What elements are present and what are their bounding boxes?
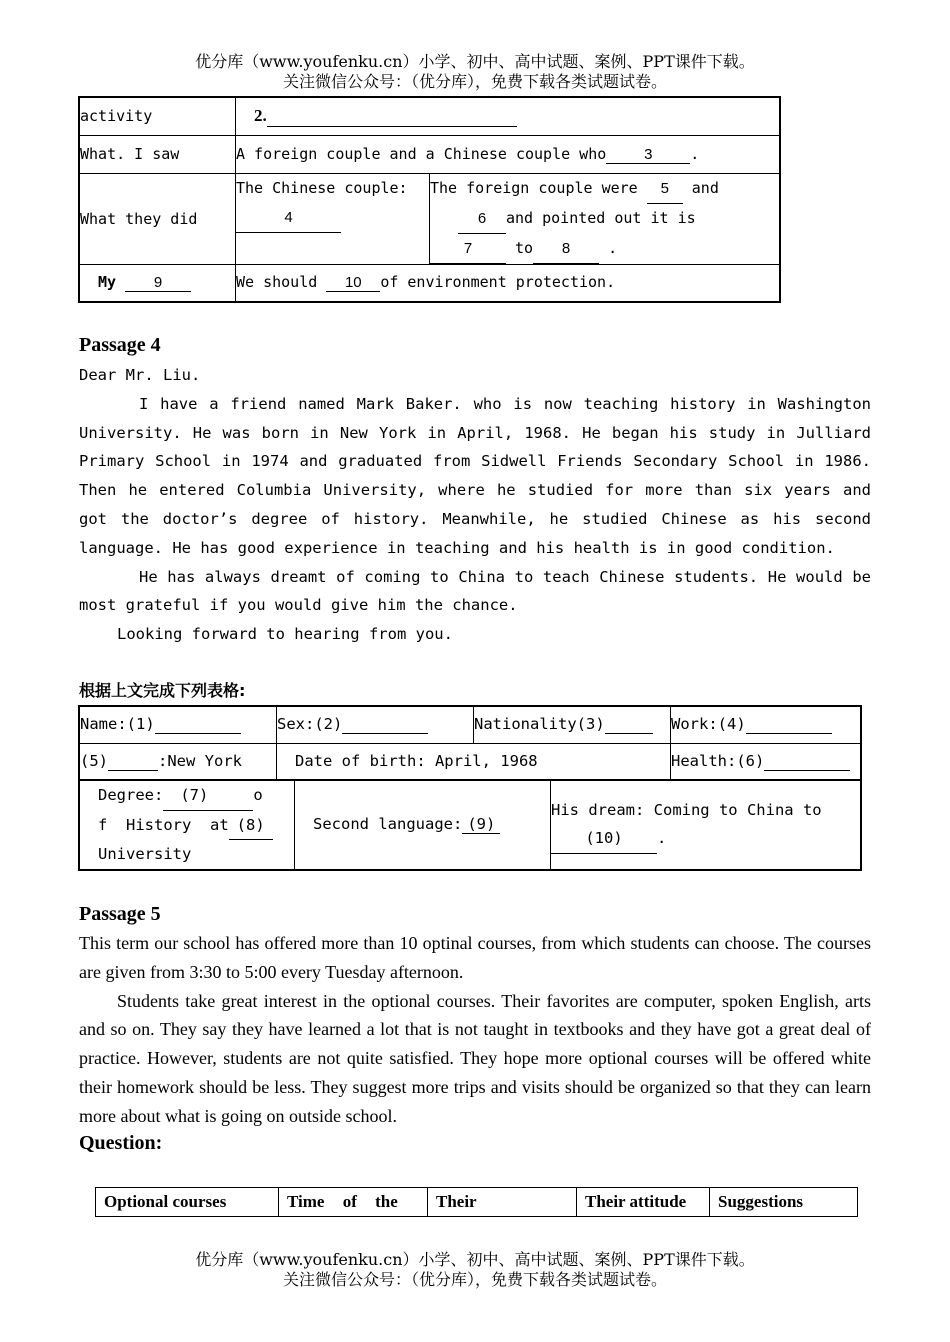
degree-pre: Degree: <box>98 786 164 804</box>
letter-closing: Looking forward to hearing from you. <box>117 625 453 644</box>
blank-6: 6 <box>458 204 506 234</box>
dream-cell: His dream: Coming to China to (10) . <box>551 781 862 870</box>
degree-cell: Degree: (7) o f History at (8) University <box>79 781 295 870</box>
blank-9: 9 <box>125 274 191 292</box>
letter-paragraph-1: I have a friend named Mark Baker. who is now teaching history in Washington University. He was born in New York in April, 1968. He began his study in Julliard Primary School in 1974 and graduated from Sidwell Friends Secondary School in 1986. Then he entered Columbia University, where he studied for more than six years and got the doctor’s degree of history. Meanwhile, he studied Chinese as his second language. He has good experience in teaching and his health is in good condition. <box>79 394 871 557</box>
foreign-text: The foreign couple were <box>430 178 638 197</box>
chinese-couple-cell <box>236 173 430 264</box>
saw-cell: A foreign couple and a Chinese couple who 3 . <box>236 135 781 173</box>
blank-5: 5 <box>647 174 683 204</box>
my-cell <box>79 264 236 302</box>
second-language-cell <box>295 781 551 870</box>
dob-cell: Date of birth: April, 1968 <box>277 743 671 780</box>
birthplace-blank <box>108 752 158 771</box>
work-cell <box>671 706 862 743</box>
letter-greeting: Dear Mr. Liu. <box>79 366 201 384</box>
passage-5-body <box>79 929 871 1131</box>
and-text: and <box>691 178 719 197</box>
activity-label: activity <box>79 97 236 135</box>
footer-line-2: 关注微信公众号：（优分库），免费下载各类试题试卷。 <box>282 1270 667 1289</box>
dream-text: His dream: Coming to China to <box>551 800 822 819</box>
chinese-text: The Chinese couple: <box>236 178 408 197</box>
health-label: Health:(6) <box>671 751 765 770</box>
passage-4-body <box>79 361 871 649</box>
second-language-blank: (9) <box>462 815 500 834</box>
sex-cell <box>277 706 474 743</box>
header-line-1: 优分库（www.youfenku.cn）小学、初中、高中试题、案例、PPT课件下载。 <box>195 52 755 71</box>
blank-3: 3 <box>606 146 690 164</box>
blank-4: 4 <box>236 203 341 233</box>
activity-blank <box>267 106 517 127</box>
second-language-label: Second language: <box>313 815 463 834</box>
did-label: What they did <box>79 173 236 264</box>
blank-8: 8 <box>533 234 599 264</box>
passage-5-paragraph-1: This term our school has offered more than 10 optinal courses, from which students can choose. The courses are given from 3:30 to 5:00 every Tuesday afternoon. <box>79 933 871 982</box>
of-env-text: of environment protection. <box>380 273 616 292</box>
university-blank: (8) <box>229 811 273 841</box>
letter-paragraph-2: He has always dreamt of coming to China to teach Chinese students. He would be most grateful if you would give him the chance. <box>79 567 871 615</box>
health-cell <box>671 743 862 780</box>
sex-label: Sex:(2) <box>277 715 343 734</box>
degree-post: University <box>98 845 192 863</box>
birthplace-cell <box>79 743 277 780</box>
question-heading: Question: <box>79 1132 163 1154</box>
saw-text: A foreign couple and a Chinese couple who <box>236 144 607 163</box>
degree-blank: (7) <box>163 781 225 811</box>
table-profile <box>78 705 862 781</box>
col-attitude: Their attitude <box>577 1188 710 1217</box>
pointed-text: and pointed out it is <box>506 208 696 227</box>
foreign-couple-cell: The foreign couple were 5 and 6 and pointed out it is 7 to 8 . <box>430 173 781 264</box>
work-blank <box>746 715 832 734</box>
work-label: Work:(4) <box>671 715 746 734</box>
col-time: Time of the <box>279 1188 428 1217</box>
col-their: Their <box>428 1188 577 1217</box>
table-instruction: 根据上文完成下列表格: <box>79 681 246 700</box>
saw-label: What. I saw <box>79 135 236 173</box>
health-blank <box>764 752 850 771</box>
should-text: We should <box>236 273 318 292</box>
table-activity <box>78 96 781 303</box>
blank-10: 10 <box>326 274 380 292</box>
activity-cell <box>236 97 781 135</box>
passage-5-paragraph-2: Students take great interest in the optional courses. Their favorites are computer, spoken English, arts and so on. They say they have learned a lot that is not taught in textbooks and they have got a great deal of practice. However, students are not quite satisfied. They hope more optional courses will be offered white their homework should be less. They suggest more trips and visits should be organized so that they can learn more about what is going on outside school. <box>79 990 871 1126</box>
footer-line-1: 优分库（www.youfenku.cn）小学、初中、高中试题、案例、PPT课件下载。 <box>195 1250 755 1269</box>
degree-mid: History at <box>116 815 229 834</box>
nationality-label: Nationality(3) <box>474 715 605 734</box>
table-profile-lower <box>78 781 862 871</box>
should-cell <box>236 264 781 302</box>
activity-value: 2. <box>254 105 267 125</box>
to-text: to <box>515 238 534 257</box>
birthplace-label: (5) <box>80 751 108 770</box>
col-suggestions: Suggestions <box>710 1188 858 1217</box>
name-blank <box>155 715 241 734</box>
dream-blank: (10) <box>551 824 657 854</box>
table-optional-courses <box>95 1187 858 1217</box>
blank-7: 7 <box>430 234 506 264</box>
header-line-2: 关注微信公众号：（优分库），免费下载各类试题试卷。 <box>282 72 667 91</box>
my-label: My <box>98 273 117 292</box>
nationality-cell <box>474 706 671 743</box>
sex-blank <box>342 715 428 734</box>
col-optional-courses: Optional courses <box>96 1188 279 1217</box>
name-cell <box>79 706 277 743</box>
name-label: Name:(1) <box>80 715 155 734</box>
passage-4-title: Passage 4 <box>79 334 161 356</box>
nationality-blank <box>605 715 653 734</box>
passage-5-title: Passage 5 <box>79 903 161 925</box>
birthplace-value: :New York <box>158 751 242 770</box>
